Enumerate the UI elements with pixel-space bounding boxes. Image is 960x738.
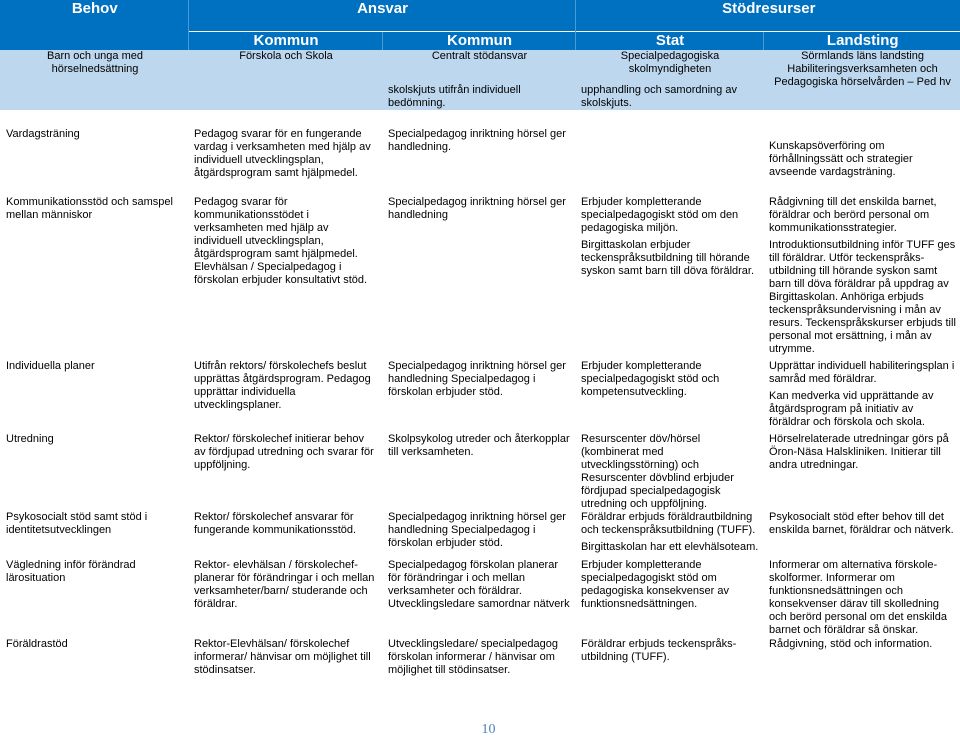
cell-landsting: Hörselrelaterade utredningar görs på Öron-Näsa Halskliniken. Initierar till andra utredningar. [769, 433, 949, 471]
cell-spsm-para-2: Birgittaskolan har ett elevhälsoteam. [581, 541, 759, 553]
header-sub-kommun-1: Kommun [188, 32, 382, 51]
cell-centralt: Specialpedagog förskolan planerar för förändringar i och mellan verksamheter och föräldrar. Utvecklingsledare samordnar nätverk [388, 559, 570, 610]
cell-landsting-para-2: Kan medverka vid upprättande av åtgärdsprogram på initiativ av föräldrar och förskola och skola. [769, 390, 934, 428]
header-row-main [0, 0, 960, 32]
table-row [0, 511, 960, 559]
spacer-row [0, 110, 960, 128]
org-barn: Barn och unga med hörselnedsättning [0, 50, 188, 110]
cell-centralt: Skolpsykolog utreder och återkopplar till verksamheten. [388, 433, 570, 458]
cell-landsting-para-1: Upprättar individuell habiliteringsplan i samråd med föräldrar. [769, 360, 955, 385]
cell-spsm: Erbjuder kompletterande specialpedagogiskt stöd om pedagogiska konsekvenser av funktionsnedsättningen. [581, 559, 729, 610]
header-sub-stat: Stat [575, 32, 763, 51]
cell-spsm-para-2: Birgittaskolan erbjuder teckenspråksutbildning till hörande syskon samt barn till döva föräldrar. [581, 239, 755, 277]
cell-spsm: Resurscenter döv/hörsel (kombinerat med utvecklingsstörning) och Resurscenter dövblind erbjuder fördjupad specialpedagogisk utredning och uppföljning. [581, 433, 734, 510]
table-row [0, 360, 960, 433]
cell-centralt: Specialpedagog inriktning hörsel ger handledning [388, 196, 566, 221]
cell-landsting [763, 360, 960, 433]
cell-forskola: Pedagog svarar för kommunikationsstödet i verksamheten med hjälp av individuell utvecklingsplan, åtgärdsprogram samt hjälpmedel. Elevhälsan / Specialpedagog i förskolan erbjuder konsultativt stöd. [194, 196, 368, 286]
row-label: Vardagsträning [6, 128, 80, 140]
cell-landsting: Rådgivning, stöd och information. [769, 638, 933, 650]
cell-landsting-para-1: Rådgivning till det enskilda barnet, föräldrar och berörd personal om kommunikationsstrategier. [769, 196, 937, 234]
header-row-sub [0, 32, 960, 51]
cell-centralt: Specialpedagog inriktning hörsel ger handledning. [388, 128, 566, 153]
cell-spsm [575, 196, 763, 360]
row-label: Utredning [6, 433, 54, 445]
cell-spsm-para-1: Erbjuder kompletterande specialpedagogiskt stöd om den pedagogiska miljön. [581, 196, 739, 234]
cell-spsm: Föräldrar erbjuds teckenspråks-utbildning (TUFF). [581, 638, 737, 663]
cell-centralt: Specialpedagog inriktning hörsel ger handledning Specialpedagog i förskolan erbjuder stöd. [388, 360, 566, 398]
header-stodresurser: Stödresurser [575, 0, 960, 32]
row-label: Psykosocialt stöd samt stöd i identitetsutvecklingen [6, 511, 148, 536]
header-sub-empty [0, 32, 188, 51]
cell-landsting-para-2: Introduktionsutbildning inför TUFF ges till föräldrar. Utför teckenspråks-utbildning till hörande syskon samt barn till döva föräldrar på uppdrag av Birgittaskolan. Anhöriga erbjuds teckenspråksundervisning i mån av resurs. Teckenspråkskurser erbjuds till personal mot ersättning, i mån av utrymme. [769, 239, 956, 355]
cell-spsm [575, 511, 763, 559]
org-spsm-note: upphandling och samordning av skolskjuts. [575, 84, 763, 110]
row-label: Kommunikationsstöd och samspel mellan människor [6, 196, 173, 221]
table-row [0, 638, 960, 698]
page-number: 10 [481, 722, 496, 737]
cell-landsting: Kunskapsöverföring om förhållningssätt och strategier avseende vardagsträning. [769, 140, 913, 178]
table-row [0, 433, 960, 511]
cell-landsting: Psykosocialt stöd efter behov till det enskilda barnet, föräldrar och nätverk. [769, 511, 954, 536]
header-sub-kommun-2: Kommun [382, 32, 575, 51]
row-label: Vägledning inför förändrad lärosituation [6, 559, 136, 584]
cell-centralt: Utvecklingsledare/ specialpedagog förskolan informerar / hänvisar om möjlighet till stödinsatser. [388, 638, 558, 676]
cell-forskola: Rektor- elevhälsan / förskolechef-planerar för förändringar i och mellan verksamheter/barn/ studerande och föräldrar. [194, 559, 375, 610]
cell-forskola: Utifrån rektors/ förskolechefs beslut upprättas åtgärdsprogram. Pedagog upprättar individuella utvecklingsplaner. [194, 360, 371, 411]
table-row [0, 128, 960, 196]
cell-spsm-para-1: Föräldrar erbjuds föräldrautbildning och teckenspråksutbildning (TUFF). [581, 511, 756, 536]
header-behov: Behov [0, 0, 188, 32]
table-row [0, 196, 960, 360]
cell-landsting: Informerar om alternativa förskole-skolformer. Informerar om funktionsnedsättningen och konsekvenser därav till skolledning och berörd personal om det enskilda barnet och föräldrar så önskar. [769, 559, 947, 636]
cell-forskola: Rektor/ förskolechef initierar behov av fördjupad utredning och svarar för uppföljning. [194, 433, 374, 471]
org-spsm: Specialpedagogiska skolmyndigheten [575, 50, 763, 84]
org-row [0, 50, 960, 84]
table-row [0, 559, 960, 638]
org-landsting: Sörmlands läns landsting Habiliteringsverksamheten och Pedagogiska hörselvården – Ped hv [763, 50, 960, 110]
cell-landsting [763, 196, 960, 360]
header-sub-landsting: Landsting [763, 32, 960, 51]
cell-forskola: Pedagog svarar för en fungerande vardag i verksamheten med hjälp av individuell utvecklingsplan, åtgärdsprogram samt hjälpmedel. [194, 128, 371, 179]
org-centralt-note: skolskjuts utifrån individuell bedömning. [382, 84, 575, 110]
row-label: Individuella planer [6, 360, 95, 372]
org-centralt: Centralt stödansvar [382, 50, 575, 84]
cell-spsm: Erbjuder kompletterande specialpedagogiskt stöd och kompetensutveckling. [581, 360, 720, 398]
cell-centralt: Specialpedagog inriktning hörsel ger handledning Specialpedagog i förskolan erbjuder stöd. [388, 511, 566, 549]
cell-spsm [575, 128, 763, 196]
row-label: Föräldrastöd [6, 638, 68, 650]
org-forskola: Förskola och Skola [188, 50, 382, 84]
header-ansvar: Ansvar [188, 0, 575, 32]
org-forskola-note [188, 84, 382, 110]
cell-forskola: Rektor-Elevhälsan/ förskolechef informerar/ hänvisar om möjlighet till stödinsatser. [194, 638, 371, 676]
cell-forskola: Rektor/ förskolechef ansvarar för fungerande kommunikationsstöd. [194, 511, 357, 536]
